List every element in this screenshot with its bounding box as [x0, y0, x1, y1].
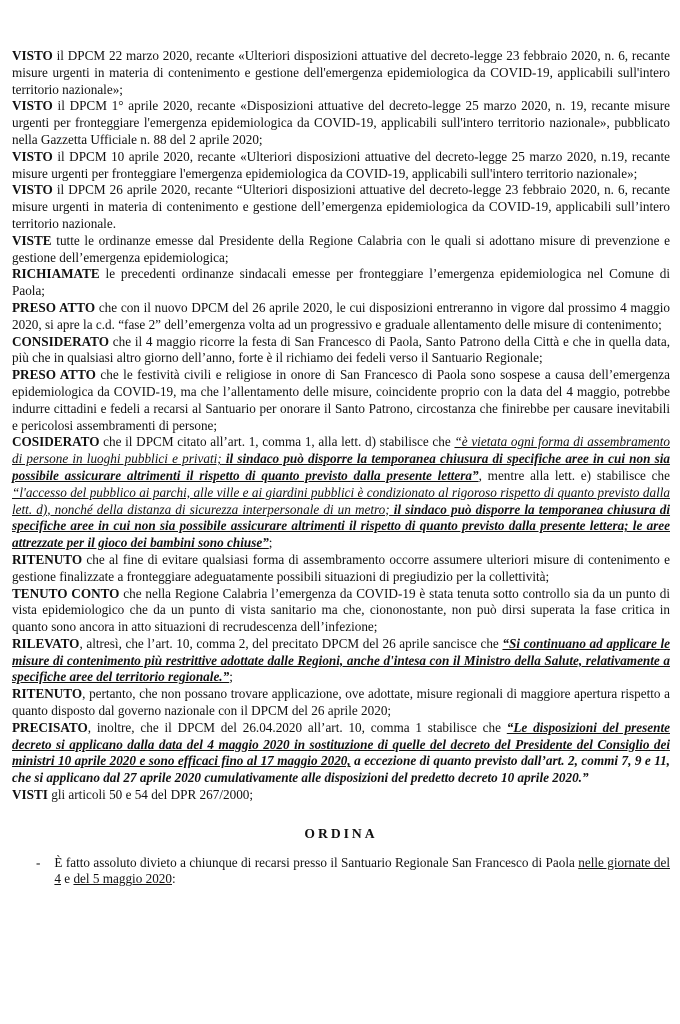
keyword: PRECISATO	[12, 719, 88, 735]
paragraph-precisato	[12, 720, 670, 787]
keyword: VISTO	[12, 98, 53, 114]
paragraph-text: che al fine di evitare qualsiasi forma di assembramento occorre assumere ulteriori misure di contenimento e gestione finalizzate a fronteggiare adeguatamente possibili situazioni di pregiudizio per la collettività;	[12, 551, 670, 584]
paragraph-text: che il DPCM citato all’art. 1, comma 1, alla lett. d) stabilisce che	[99, 434, 455, 450]
paragraph-text: ;	[268, 535, 273, 551]
bullet-dash: -	[36, 854, 41, 870]
paragraph-rilevato	[12, 636, 670, 686]
paragraph-visti	[12, 787, 670, 804]
underlined-text: 4	[54, 871, 61, 887]
keyword: COSIDERATO	[12, 434, 100, 450]
quoted-text-bold: a eccezione di quanto previsto dall’art. 2, commi 7, 9 e 11, che si applicano dal 27 aprile 2020 cumulativamente alle disposizioni del predetto decreto 10 aprile 2020.”	[12, 753, 670, 786]
list-item	[12, 855, 670, 889]
paragraph-text: che il 4 maggio ricorre la festa di San Francesco di Paola, Santo Patrono della Città e che in quella data, più che in qualsiasi altro giorno dell’anno, forte è il richiamo dei fedeli verso il Santuario Regionale;	[12, 333, 670, 366]
paragraph-text: tutte le ordinanze emesse dal Presidente della Regione Calabria con le quali si adottano misure di prevenzione e gestione dell’emergenza epidemiologica;	[12, 232, 670, 265]
keyword: TENUTO CONTO	[12, 585, 120, 601]
paragraph-text: le precedenti ordinanze sindacali emesse per fronteggiare l’emergenza epidemiologica nel Comune di Paola;	[12, 266, 670, 299]
paragraph-text: , inoltre, che il DPCM del 26.04.2020 all’art. 10, comma 1 stabilisce che	[87, 719, 507, 735]
paragraph-preso-atto-1	[12, 300, 670, 334]
keyword: RILEVATO	[12, 635, 80, 651]
paragraph-text: il DPCM 22 marzo 2020, recante «Ulteriori disposizioni attuative del decreto-legge 23 febbraio 2020, n. 6, recante misure urgenti in materia di contenimento e gestione dell'emergenza epidemiologica da COVID-19, applicabili sull'intero territorio nazionale»;	[12, 48, 670, 97]
paragraph-considerato	[12, 334, 670, 368]
paragraph-text: ;	[229, 669, 233, 685]
paragraph-viste	[12, 233, 670, 267]
paragraph-ritenuto-2	[12, 686, 670, 720]
keyword: VISTO	[12, 148, 53, 164]
keyword: VISTO	[12, 182, 53, 198]
paragraph-text: che con il nuovo DPCM del 26 aprile 2020, le cui disposizioni entreranno in vigore dal prossimo 4 maggio 2020, si apre la c.d. “fase 2” dell’emergenza volta ad un progressivo e graduale allentamento delle misure di contenimento;	[12, 299, 670, 332]
keyword: VISTE	[12, 232, 52, 248]
paragraph-text: , mentre alla lett. e) stabilisce che	[478, 467, 670, 483]
keyword: VISTO	[12, 48, 53, 63]
paragraph-text: il DPCM 26 aprile 2020, recante “Ulteriori disposizioni attuative del decreto-legge 23 febbraio 2020, n. 6, recante misure urgenti in materia di contenimento e gestione dell’emergenza epidemiologica da COVID-19, applicabili sull’intero territorio nazionale.	[12, 182, 670, 231]
paragraph-text: che nella Regione Calabria l’emergenza da COVID-19 è stata tenuta sotto controllo sia da un punto di vista epidemiologico che da un punto di vista sanitario ma che, ciononostante, non può dirsi superata la fase critica in quanto sono ancora in atto situazioni di recrudescenza dell’infezione;	[12, 585, 670, 635]
paragraph-text: , altresì, che l’art. 10, comma 2, del precitato DPCM del 26 aprile sancisce che	[79, 635, 503, 651]
paragraph-text: che le festività civili e religiose in onore di San Francesco di Paola sono sospese a causa dell’emergenza epidemiologica da COVID-19, ma che l’allentamento delle misure, coincidente proprio con la data del 4 maggio, potrebbe indurre cittadini e fedeli a recarsi al Santuario per onorare il Santo Patrono, circostanza che finirebbe per causare inevitabili e pericolosi assembramenti di persone;	[12, 367, 670, 433]
underlined-text: nelle giornate del	[578, 854, 670, 870]
paragraph-text: gli articoli 50 e 54 del DPR 267/2000;	[47, 787, 254, 803]
keyword: RITENUTO	[12, 686, 83, 702]
paragraph-visto-4	[12, 182, 670, 232]
list-text: È fatto assoluto divieto a chiunque di recarsi presso il Santuario Regionale San Francesco di Paola	[54, 854, 579, 870]
keyword: RITENUTO	[12, 551, 83, 567]
keyword: CONSIDERATO	[12, 333, 109, 349]
paragraph-visto-3	[12, 149, 670, 183]
quoted-text-emphasis: “Le disposizioni del presente decreto si applicano dalla data del 4 maggio 2020 in sostituzione di quelle del decreto del Presidente del Consiglio dei ministri 10 aprile 2020 e sono efficaci fino al 17 maggio 2020,	[12, 719, 670, 769]
paragraph-richiamate	[12, 266, 670, 300]
keyword: RICHIAMATE	[12, 266, 100, 282]
ordina-heading: ORDINA	[304, 825, 378, 841]
paragraph-tenuto-conto	[12, 586, 670, 636]
paragraph-text: , pertanto, che non possano trovare applicazione, ove adottate, misure regionali di maggiore apertura rispetto a quanto disposto dal governo nazionale con il DPCM del 26 aprile 2020;	[12, 686, 670, 719]
paragraph-visto-1	[12, 48, 670, 98]
list-text: e	[61, 871, 74, 887]
paragraph-preso-atto-2	[12, 367, 670, 434]
quoted-text-emphasis: il sindaco può disporre la temporanea chiusura di specifiche aree in cui non sia possibile assicurare altrimenti il rispetto di quanto previsto dalla presente lettera”	[12, 451, 670, 483]
paragraph-ritenuto-1	[12, 552, 670, 586]
quoted-text-emphasis: “Si continuano ad applicare le misure di contenimento più restrittive adottate dalle Regioni, anche d'intesa con il Ministro della Salute, relativamente a specifiche aree del territorio regionale.”	[12, 635, 671, 685]
paragraph-text: il DPCM 1° aprile 2020, recante «Disposizioni attuative del decreto-legge 25 marzo 2020, n. 19, recante misure urgenti per fronteggiare l'emergenza epidemiologica da COVID-19, applicabili sull'intero territorio nazionale», pubblicato nella Gazzetta Ufficiale n. 88 del 2 aprile 2020;	[12, 98, 670, 147]
list-text: :	[171, 871, 176, 887]
quoted-text-emphasis: il sindaco può disporre la temporanea chiusura di specifiche aree in cui non sia possibile assicurare altrimenti il rispetto di quanto previsto dalla presente lettera; le aree attrezzate per il gioco dei bambini sono chiuse”	[12, 501, 671, 551]
paragraph-cosiderato	[12, 434, 670, 552]
keyword: PRESO ATTO	[12, 299, 96, 315]
quoted-text: “è vietata ogni forma di assembramento di persone in luoghi pubblici e privati;	[12, 434, 670, 467]
underlined-text: del 5 maggio 2020	[73, 871, 172, 887]
list-item-text	[54, 855, 670, 889]
paragraph-text: il DPCM 10 aprile 2020, recante «Ulteriori disposizioni attuative del decreto-legge 25 marzo 2020, n.19, recante misure urgenti per fronteggiare l'emergenza epidemiologica da COVID-19, applicabili sull'intero territorio nazionale»;	[12, 148, 670, 181]
paragraph-visto-2	[12, 98, 670, 148]
quoted-text: “l'accesso del pubblico ai parchi, alle ville e ai giardini pubblici è condizionato al rigoroso rispetto di quanto previsto dalla lett. d), nonché della distanza di sicurezza interpersonale di un metro;	[12, 484, 670, 517]
keyword: VISTI	[12, 787, 48, 803]
keyword: PRESO ATTO	[12, 367, 96, 383]
